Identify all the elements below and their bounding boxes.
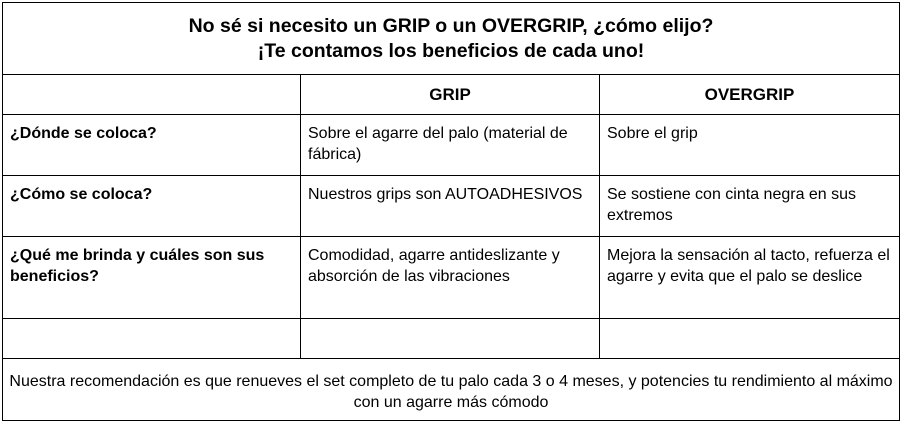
table-row-empty [3, 319, 900, 359]
comparison-table [2, 2, 900, 421]
overgrip-cell: Se sostiene con cinta negra en sus extremos [600, 176, 900, 237]
header-row [3, 75, 900, 115]
title-line-1: No sé si necesito un GRIP o un OVERGRIP, ¿cómo elijo? [188, 15, 714, 37]
title-row [3, 3, 900, 75]
table-row [3, 115, 900, 176]
row-label: ¿Cómo se coloca? [3, 176, 301, 237]
footer-row [3, 359, 900, 421]
header-grip: GRIP [301, 75, 600, 115]
grip-cell: Sobre el agarre del palo (material de fábrica) [301, 115, 600, 176]
overgrip-cell: Sobre el grip [600, 115, 900, 176]
recommendation-text: Nuestra recomendación es que renueves el set completo de tu palo cada 3 o 4 meses, y potencies tu rendimiento al máximo con un agarre más cómodo [3, 359, 900, 421]
table-title [3, 3, 900, 75]
overgrip-cell [600, 319, 900, 359]
table-row [3, 237, 900, 319]
row-label [3, 319, 301, 359]
row-label: ¿Qué me brinda y cuáles son sus beneficios? [3, 237, 301, 319]
header-overgrip: OVERGRIP [600, 75, 900, 115]
overgrip-cell: Mejora la sensación al tacto, refuerza el agarre y evita que el palo se deslice [600, 237, 900, 319]
table-row [3, 176, 900, 237]
header-blank-cell [3, 75, 301, 115]
grip-cell: Nuestros grips son AUTOADHESIVOS [301, 176, 600, 237]
title-line-2: ¡Te contamos los beneficios de cada uno! [257, 40, 645, 62]
grip-cell: Comodidad, agarre antideslizante y absorción de las vibraciones [301, 237, 600, 319]
row-label: ¿Dónde se coloca? [3, 115, 301, 176]
grip-cell [301, 319, 600, 359]
